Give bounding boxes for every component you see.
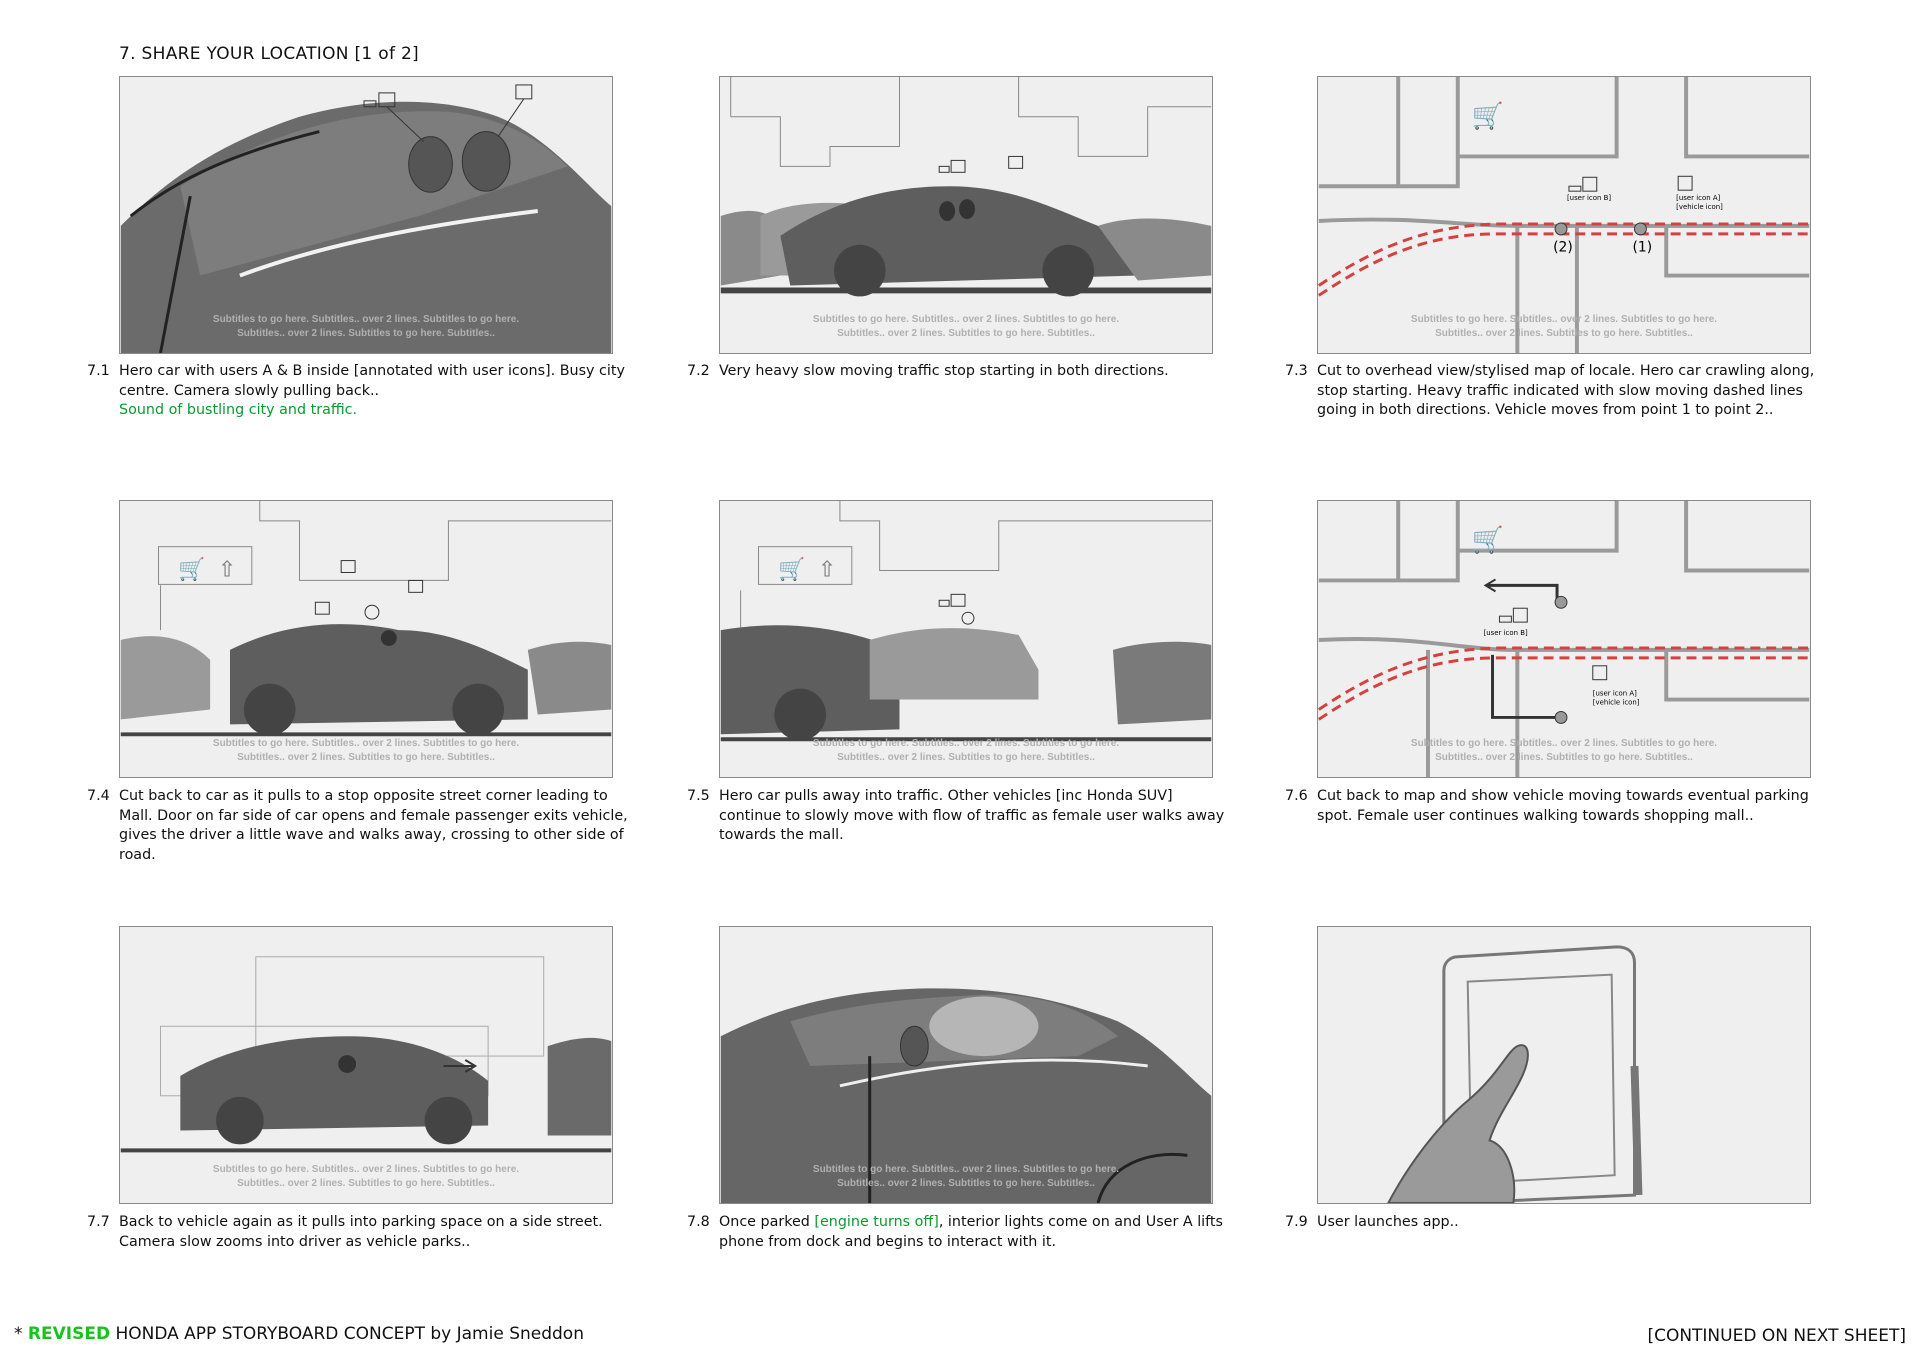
user-icon-b-label: [user icon B] <box>1483 629 1528 638</box>
point-2-label: (2) <box>1553 239 1573 256</box>
frame-caption: User launches app.. <box>1317 1214 1459 1230</box>
vehicle-icon-label: [vehicle icon] <box>1592 698 1640 707</box>
subtitle-placeholder: Subtitles to go here. Subtitles.. over 2 lines. Subtitles to go here. Subtitles.. over 2 lines. Subtitles to go here. Subtitles.. <box>812 738 1120 763</box>
frame-number: 7.8 <box>687 1214 710 1230</box>
user-icon-b-label: [user icon B] <box>1566 194 1612 203</box>
subtitle-placeholder: Subtitles to go here. Subtitles.. over 2 lines. Subtitles to go here. Subtitles.. over 2 lines. Subtitles to go here. Subtitles.. <box>212 314 520 339</box>
frame-number: 7.2 <box>687 363 710 379</box>
subtitle-placeholder: Subtitles to go here. Subtitles.. over 2 lines. Subtitles to go here. Subtitles.. over 2 lines. Subtitles to go here. Subtitles.. <box>1410 314 1718 339</box>
storyboard-frame-7-4 <box>119 500 613 778</box>
caption-7-8 <box>687 1213 1239 1252</box>
subtitle-placeholder: Subtitles to go here. Subtitles.. over 2 lines. Subtitles to go here. Subtitles.. over 2 lines. Subtitles to go here. Subtitles.. <box>212 738 520 763</box>
point-1-label: (1) <box>1632 239 1653 256</box>
shopping-cart-icon: 🛒 <box>178 557 206 583</box>
interior-light-sketch <box>720 927 1212 1203</box>
footer-credit: * REVISED HONDA APP STORYBOARD CONCEPT by Jamie Sneddon <box>14 1324 584 1344</box>
traffic-sketch <box>720 77 1212 353</box>
traffic-pull-away-sketch <box>720 501 1212 777</box>
frame-number: 7.5 <box>687 788 710 804</box>
storyboard-frame-7-7 <box>119 926 613 1204</box>
frame-caption: Back to vehicle again as it pulls into parking space on a side street. Camera slow zooms into driver as vehicle parks.. <box>119 1214 603 1250</box>
caption-7-1 <box>87 362 639 421</box>
frame-number: 7.4 <box>87 788 110 804</box>
parking-sketch <box>120 927 612 1203</box>
stylised-map-parking <box>1318 501 1810 777</box>
user-icon-a-label: [user icon A] <box>1676 194 1721 203</box>
continued-note: [CONTINUED ON NEXT SHEET] <box>1647 1326 1906 1346</box>
car-closeup-sketch <box>120 77 612 353</box>
frame-caption: Hero car pulls away into traffic. Other vehicles [inc Honda SUV] continue to slowly move with flow of traffic as female user walks away towards the mall. <box>719 788 1225 843</box>
frame-number: 7.1 <box>87 363 110 379</box>
storyboard-frame-7-2 <box>719 76 1213 354</box>
frame-caption: Very heavy slow moving traffic stop starting in both directions. <box>719 363 1169 379</box>
frame-number: 7.3 <box>1285 363 1308 379</box>
caption-7-6 <box>1285 787 1837 826</box>
frame-caption: Cut to overhead view/stylised map of locale. Hero car crawling along, stop starting. Heavy traffic indicated with slow moving dashed lines going in both directions. Vehicle moves from point 1 to point 2.. <box>1317 363 1815 418</box>
caption-7-7 <box>87 1213 639 1252</box>
storyboard-frame-7-1 <box>119 76 613 354</box>
stylised-map <box>1318 77 1810 353</box>
engine-off-note: [engine turns off] <box>814 1214 939 1230</box>
caption-7-4 <box>87 787 639 865</box>
subtitle-placeholder: Subtitles to go here. Subtitles.. over 2 lines. Subtitles to go here. Subtitles.. over 2 lines. Subtitles to go here. Subtitles.. <box>1410 738 1718 763</box>
shopping-cart-icon: 🛒 <box>1471 101 1504 132</box>
subtitle-placeholder: Subtitles to go here. Subtitles.. over 2 lines. Subtitles to go here. Subtitles.. over 2 lines. Subtitles to go here. Subtitles.. <box>812 1164 1120 1189</box>
frame-caption: Once parked [engine turns off], interior lights come on and User A lifts phone from dock and begins to interact with it. <box>719 1214 1223 1250</box>
frame-number: 7.6 <box>1285 788 1308 804</box>
vehicle-icon-label: [vehicle icon] <box>1676 203 1723 212</box>
caption-7-5 <box>687 787 1239 846</box>
storyboard-frame-7-8 <box>719 926 1213 1204</box>
car-stop-sketch <box>120 501 612 777</box>
subtitle-placeholder: Subtitles to go here. Subtitles.. over 2 lines. Subtitles to go here. Subtitles.. over 2 lines. Subtitles to go here. Subtitles.. <box>212 1164 520 1189</box>
sound-note: Sound of bustling city and traffic. <box>119 402 358 418</box>
sheet-title: 7. SHARE YOUR LOCATION [1 of 2] <box>119 44 419 64</box>
storyboard-frame-7-6 <box>1317 500 1811 778</box>
storyboard-frame-7-9 <box>1317 926 1811 1204</box>
shopping-cart-icon: 🛒 <box>778 557 806 583</box>
frame-number: 7.7 <box>87 1214 110 1230</box>
frame-caption: Cut back to car as it pulls to a stop opposite street corner leading to Mall. Door on far side of car opens and female passenger exits vehicle, gives the driver a little wave and walks away, crossing to other side of road. <box>119 788 628 863</box>
arrow-up-icon: ⇧ <box>818 557 837 583</box>
phone-hand-sketch <box>1318 927 1810 1203</box>
caption-7-9 <box>1285 1213 1837 1233</box>
frame-number: 7.9 <box>1285 1214 1308 1230</box>
subtitle-placeholder: Subtitles to go here. Subtitles.. over 2 lines. Subtitles to go here. Subtitles.. over 2 lines. Subtitles to go here. Subtitles.. <box>812 314 1120 339</box>
user-icon-a-label: [user icon A] <box>1592 689 1637 698</box>
arrow-up-icon: ⇧ <box>218 557 237 583</box>
shopping-cart-icon: 🛒 <box>1471 525 1504 556</box>
frame-caption: Cut back to map and show vehicle moving towards eventual parking spot. Female user continues walking towards shopping mall.. <box>1317 788 1809 824</box>
caption-7-3 <box>1285 362 1837 421</box>
storyboard-frame-7-3 <box>1317 76 1811 354</box>
revised-badge: REVISED <box>27 1324 111 1344</box>
frame-caption: Hero car with users A & B inside [annotated with user icons]. Busy city centre. Camera slowly pulling back.. <box>119 363 625 399</box>
caption-7-2 <box>687 362 1239 382</box>
storyboard-frame-7-5 <box>719 500 1213 778</box>
